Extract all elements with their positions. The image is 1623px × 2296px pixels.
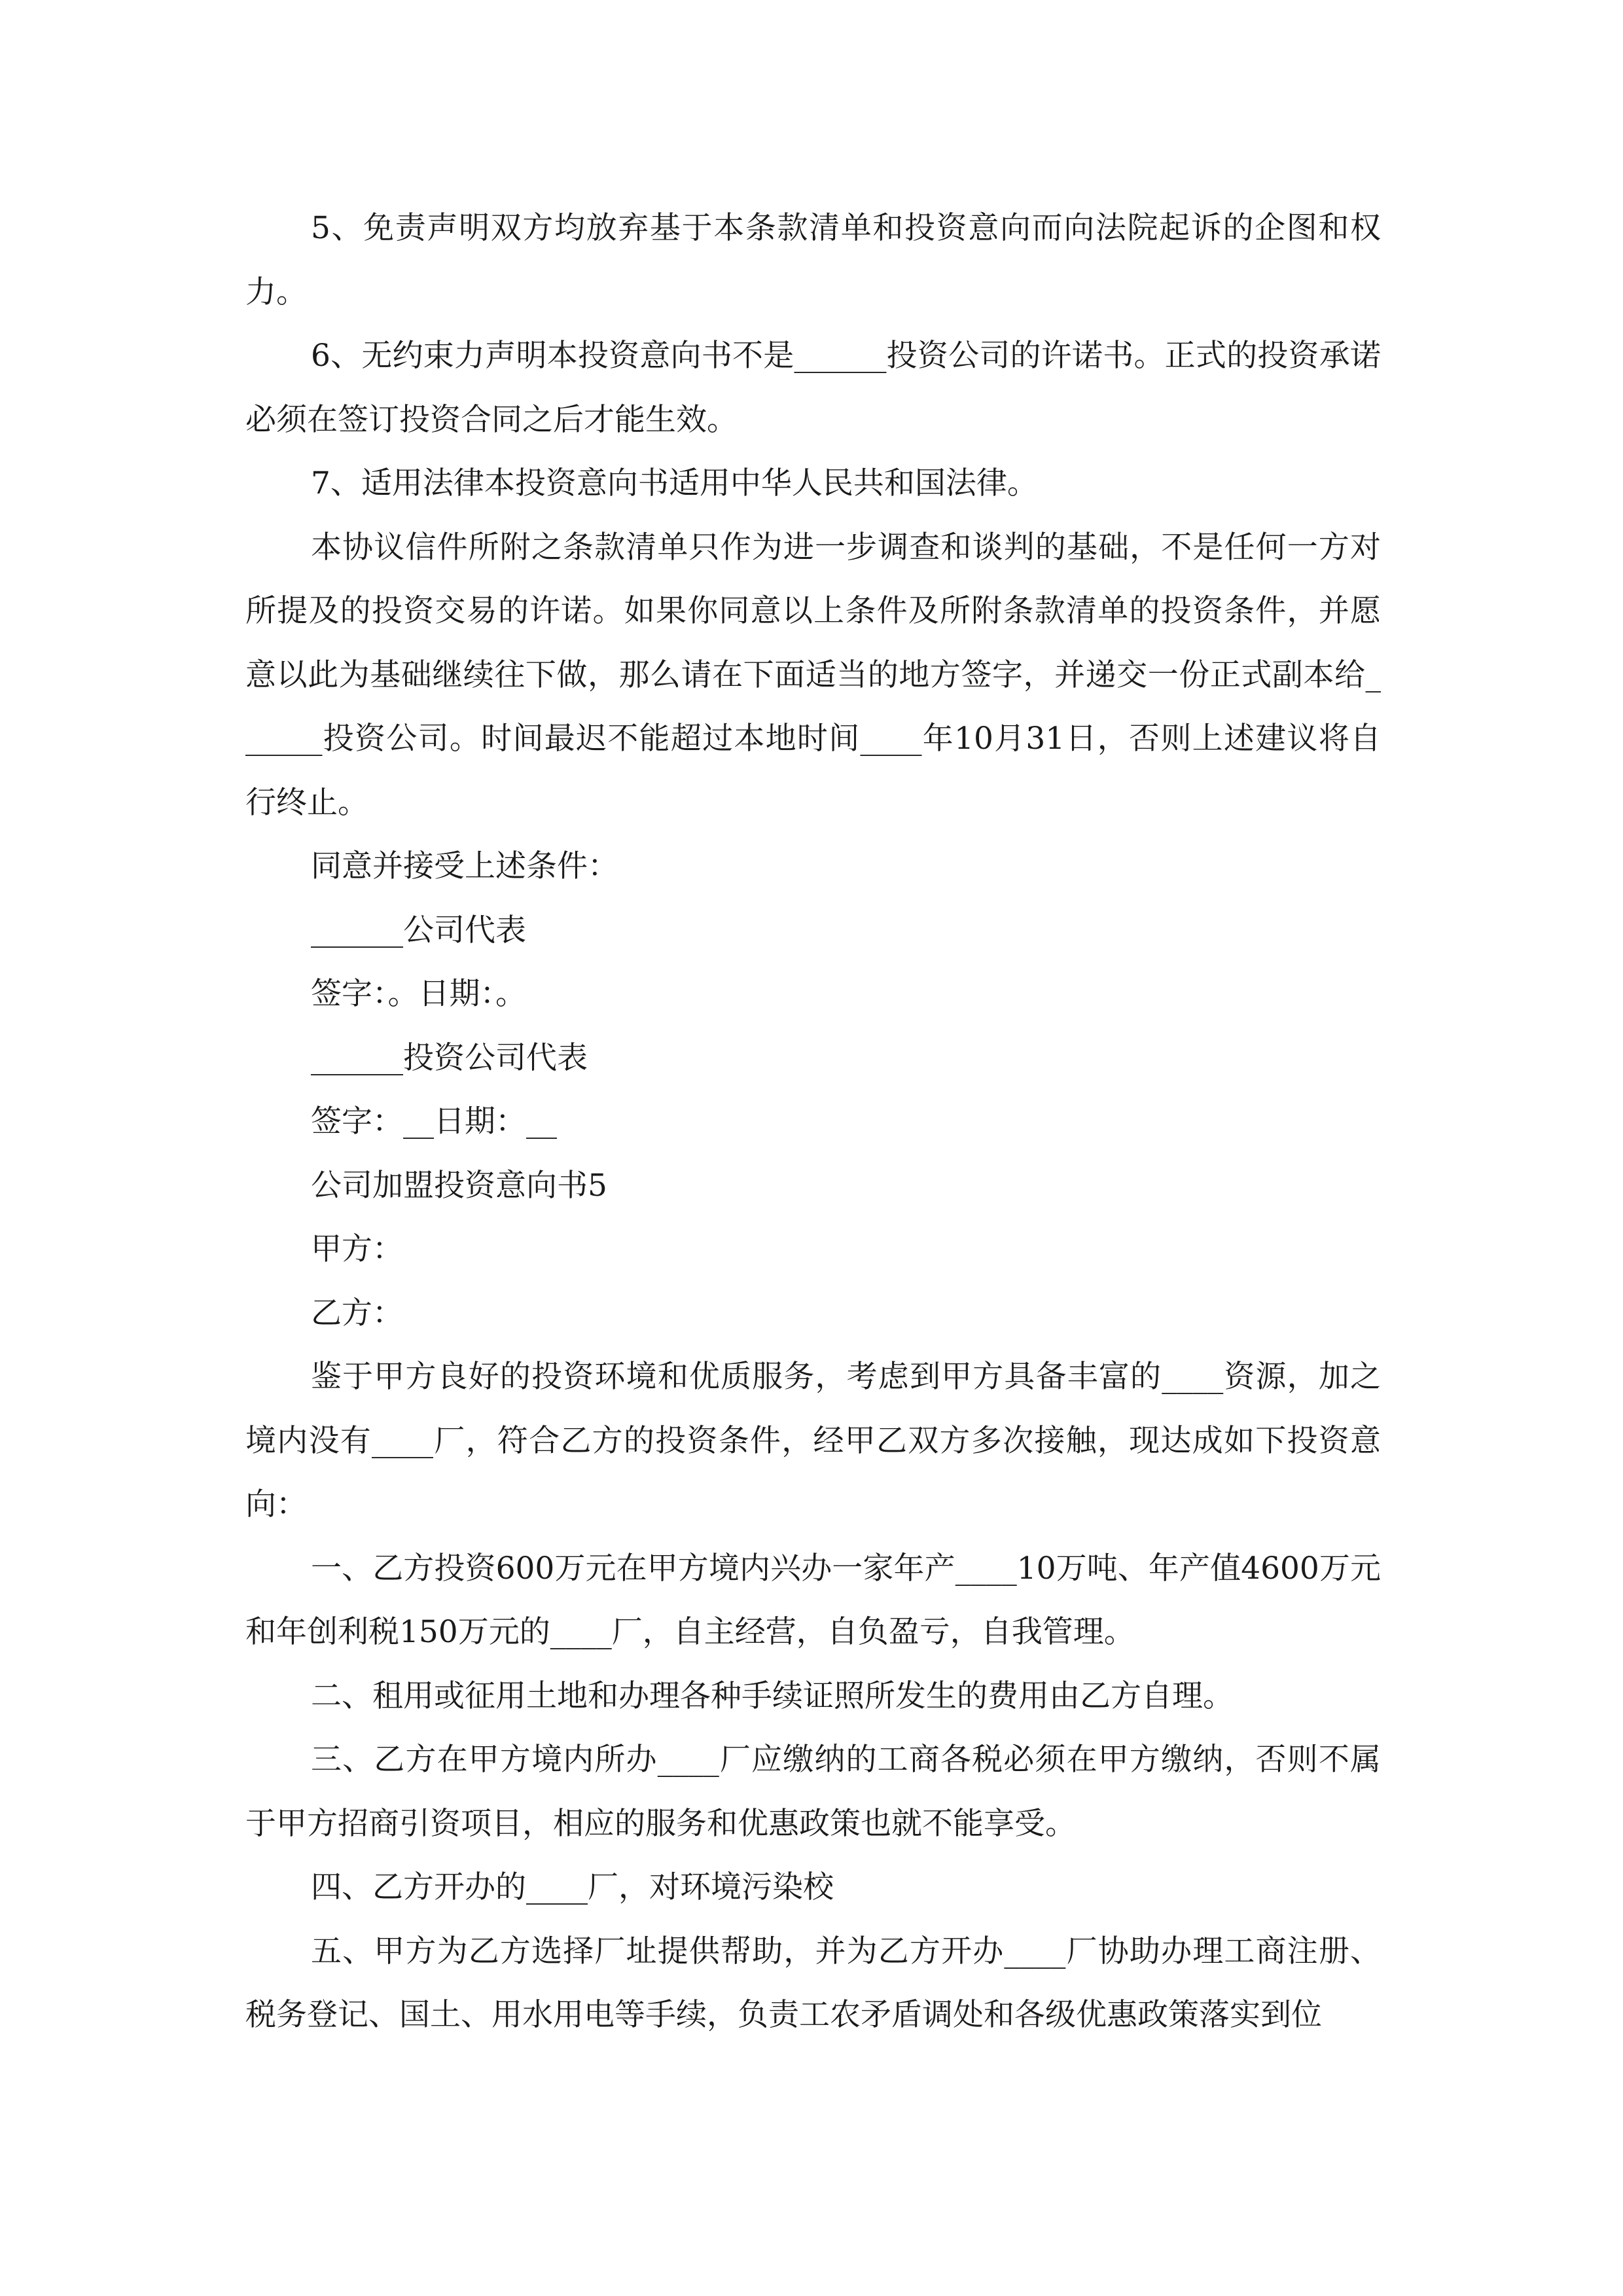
article-4: 四、乙方开办的____厂，对环境污染校 xyxy=(311,1869,834,1905)
agreement-paragraph: 本协议信件所附之条款清单只作为进一步调查和谈判的基础，不是任何一方对所提及的投资交易的许诺。如果你同意以上条件及所附条款清单的投资条件，并愿意以此为基础继续往下做，那么请在下面适当的地方签字，并递交一份正式副本给______投资公司。时间最迟不能超过本地时间____年10月31日，否则上述建议将自行终止。 xyxy=(245,529,1381,821)
article-1: 一、乙方投资600万元在甲方境内兴办一家年产____10万吨、年产值4600万元和年创利税150万元的____厂，自主经营，自负盈亏，自我管理。 xyxy=(245,1550,1381,1650)
article-3: 三、乙方在甲方境内所办____厂应缴纳的工商各税必须在甲方缴纳，否则不属于甲方招商引资项目，相应的服务和优惠政策也就不能享受。 xyxy=(245,1742,1381,1842)
document-body xyxy=(245,196,1381,2047)
preamble-paragraph: 鉴于甲方良好的投资环境和优质服务，考虑到甲方具备丰富的____资源，加之境内没有____厂，符合乙方的投资条件，经甲乙双方多次接触，现达成如下投资意向： xyxy=(245,1359,1381,1522)
company-representative-line: ______公司代表 xyxy=(311,912,526,948)
article-5: 五、甲方为乙方选择厂址提供帮助，并为乙方开办____厂协助办理工商注册、税务登记、国土、用水用电等手续，负责工农矛盾调处和各级优惠政策落实到位 xyxy=(245,1933,1381,2033)
article-2: 二、租用或征用土地和办理各种手续证照所发生的费用由乙方自理。 xyxy=(311,1677,1234,1714)
section-heading: 公司加盟投资意向书5 xyxy=(311,1167,607,1204)
clause-6-non-binding: 6、无约束力声明本投资意向书不是______投资公司的许诺书。正式的投资承诺必须在签订投资合同之后才能生效。 xyxy=(245,338,1381,438)
party-a-line: 甲方： xyxy=(311,1231,403,1267)
signature-date-line-1: 签字：。日期：。 xyxy=(311,976,526,1012)
investment-company-representative-line: ______投资公司代表 xyxy=(311,1039,588,1076)
clause-7-governing-law: 7、适用法律本投资意向书适用中华人民共和国法律。 xyxy=(311,465,1038,501)
party-b-line: 乙方： xyxy=(311,1295,403,1331)
acceptance-line: 同意并接受上述条件： xyxy=(311,848,618,884)
clause-5-disclaimer: 5、免责声明双方均放弃基于本条款清单和投资意向而向法院起诉的企图和权力。 xyxy=(245,210,1381,310)
signature-date-line-2: 签字：__日期：__ xyxy=(311,1103,557,1139)
